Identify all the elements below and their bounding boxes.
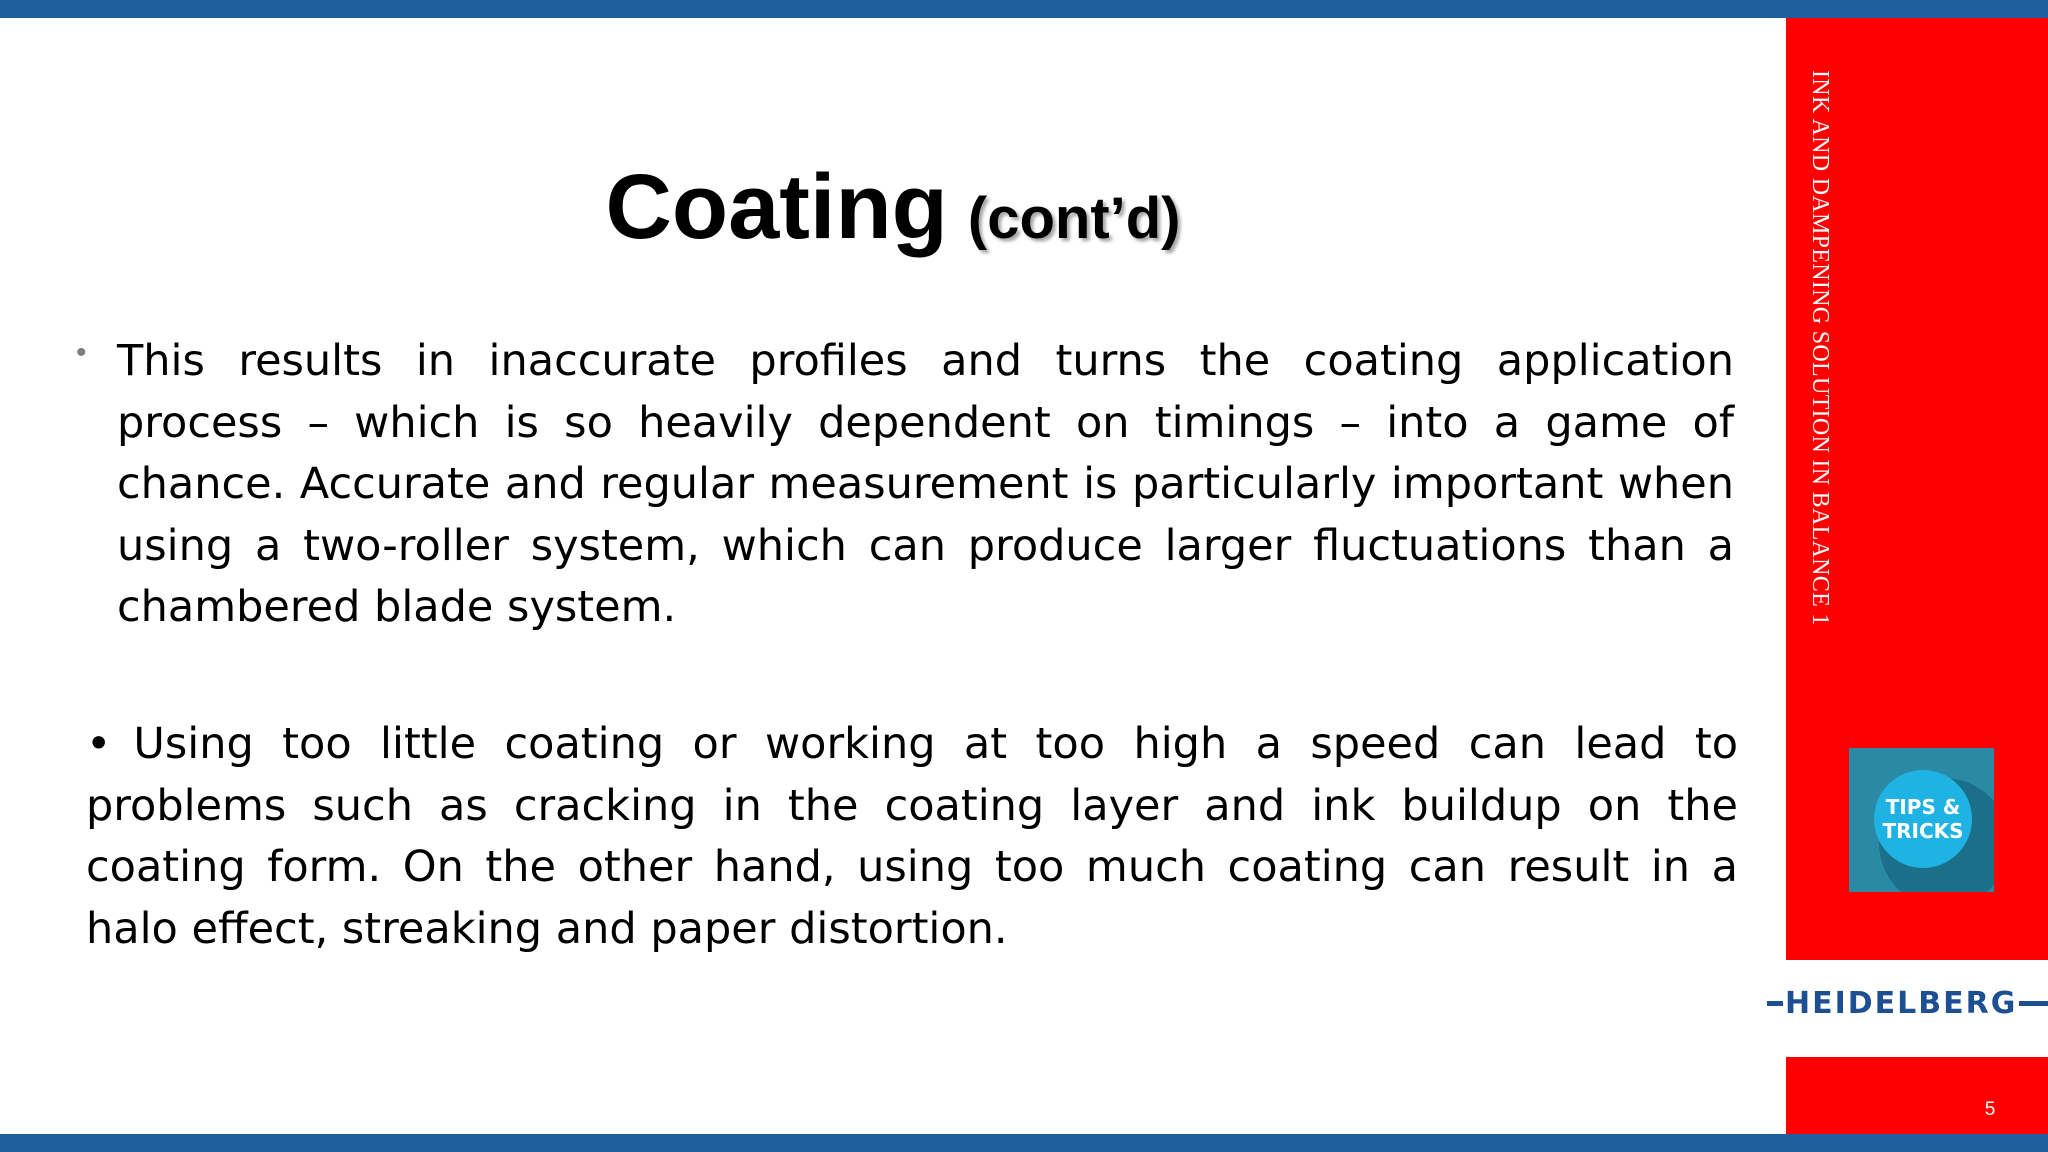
heidelberg-logo — [1767, 986, 2048, 1020]
page-number-panel — [1786, 1057, 2048, 1134]
badge-line-2: TRICKS — [1882, 819, 1964, 843]
badge-line-1: TIPS & — [1885, 795, 1961, 819]
title-subtitle: (cont’d) — [967, 186, 1181, 251]
title-main: Coating — [605, 156, 948, 258]
tips-tricks-badge — [1849, 748, 1994, 892]
bullet-marker-2: • — [86, 719, 112, 769]
bullet-text-2: Using too little coating or working at too high a speed can lead to problems such as cracking in the coating layer and ink buildup on the coating form. On the other hand, using too much coating can result in a halo effect, streaking and paper distortion. — [86, 719, 1738, 954]
slide-title — [0, 155, 1786, 260]
logo-text: HEIDELBERG — [1785, 985, 2018, 1021]
top-border-bar — [0, 0, 2048, 18]
bullet-marker-1: • — [76, 336, 87, 369]
bullet-paragraph-2 — [86, 714, 1738, 960]
tips-tricks-icon — [1874, 770, 1972, 868]
logo-line-right — [2019, 1001, 2048, 1006]
side-vertical-title: INK AND DAMPENING SOLUTION IN BALANCE 1 — [1807, 70, 1833, 626]
bullet-paragraph-1: This results in inaccurate profiles and turns the coating application process – which is so heavily dependent on timings – into a game of chance. Accurate and regular measurement is particularly important when using a two-roller system, which can produce larger fluctuations than a chambered blade system. — [117, 336, 1734, 632]
logo-line-left — [1767, 1001, 1783, 1006]
bottom-border-bar — [0, 1134, 2048, 1152]
page-number: 5 — [1984, 1099, 1996, 1120]
